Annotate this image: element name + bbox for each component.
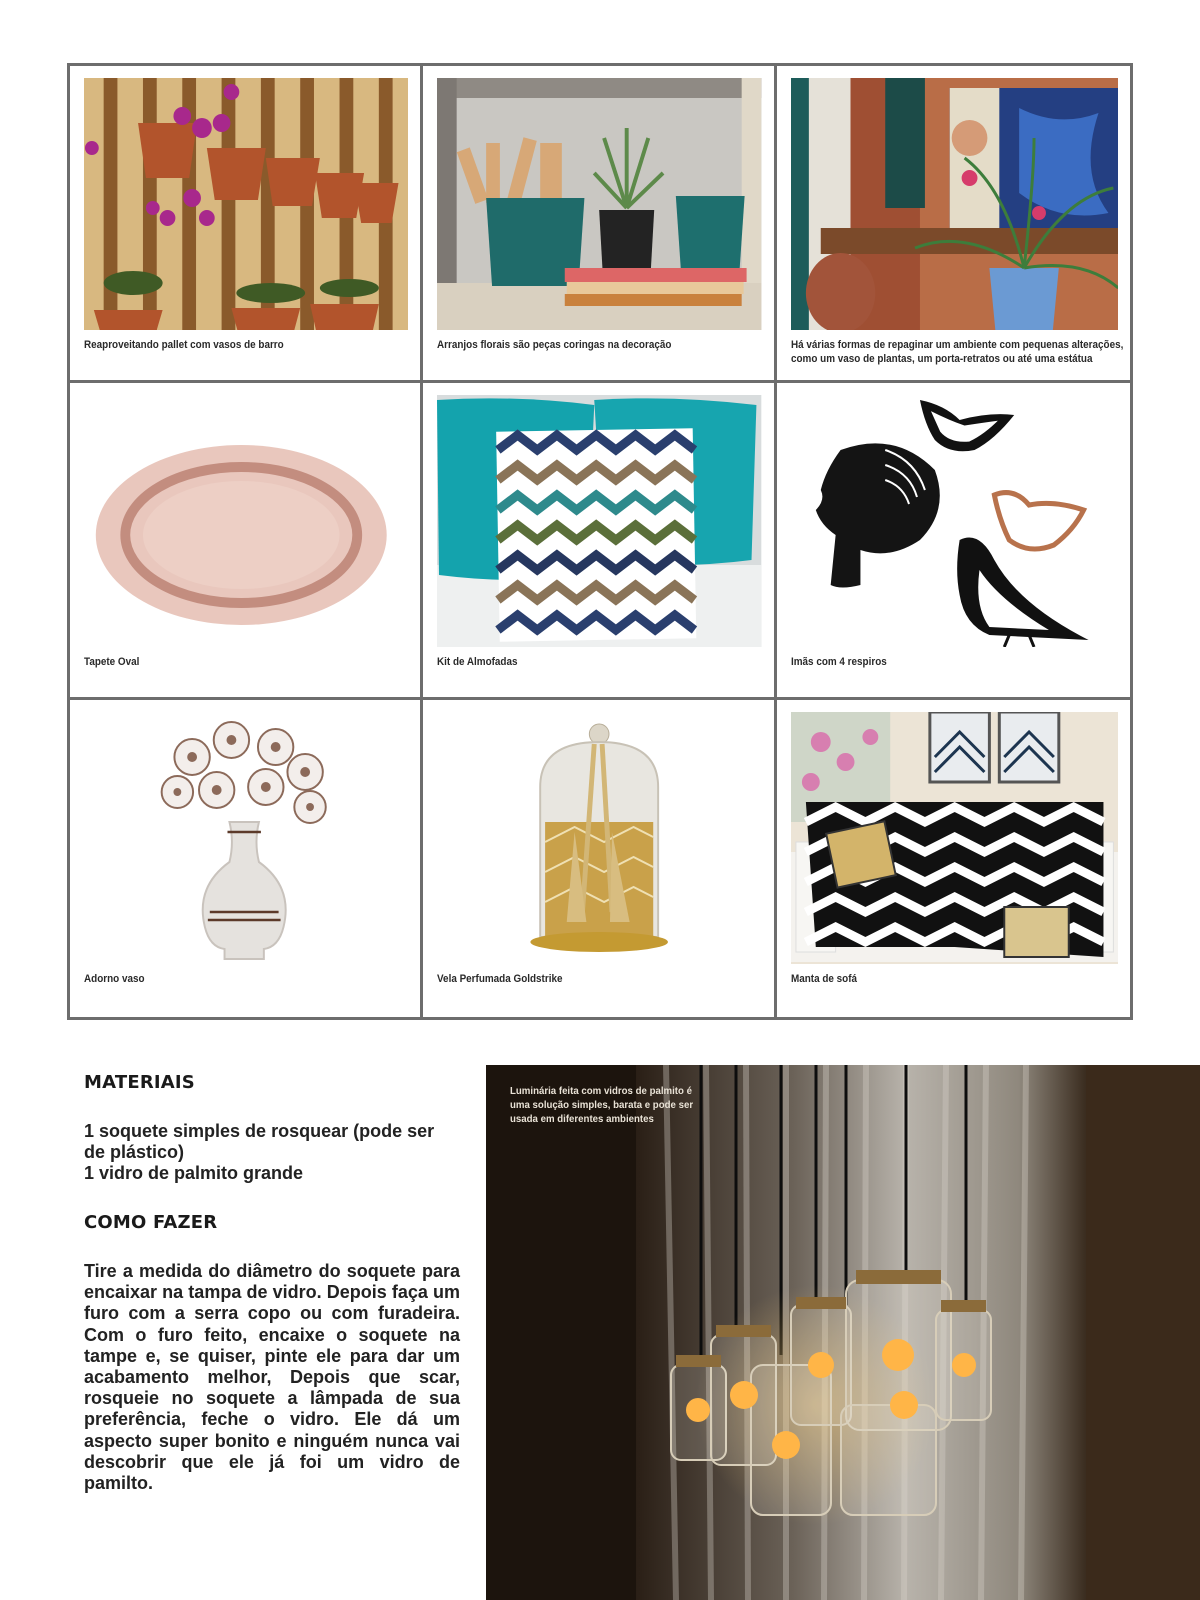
material-item-socket: 1 soquete simples de rosquear (pode ser de plástico) [84, 1121, 435, 1162]
materials-heading: MATERIAIS [84, 1072, 195, 1093]
shelf-arrangement-photo [437, 78, 761, 330]
howto-text: Tire a medida do diâmetro do soquete para encaixar na tampa de vidro. Depois faça um furo com a serra copo ou com furadeira. Com o furo feito, encaixe o soquete na tampe e, se quiser, pinte ele para dar um acabamento melhor, Depois que scar, rosqueie no soquete a lâmpada de sua preferência, feche o vidro. Ele dá um aspecto super bonito e ninguém nunca vai descobrir que ele já foi um vidro de pamilto. [84, 1261, 460, 1494]
sofa-throw-photo [791, 712, 1118, 964]
instructions-column [84, 1072, 460, 1494]
pendant-lamp-photo [486, 1065, 1200, 1600]
caption-tapete: Tapete Oval [84, 656, 140, 668]
lamp-photo-caption: Luminária feita com vidros de palmito é uma solução simples, barata e pode ser usada em diferentes ambientes [510, 1085, 694, 1125]
caption-imas: Imãs com 4 respiros [790, 656, 887, 668]
caption-adorno: Adorno vaso [84, 973, 145, 985]
grid-cell-manta [777, 700, 1130, 1017]
caption-arranjos: Arranjos florais são peças coringas na decoração [437, 339, 672, 351]
caption-repaginar: Há várias formas de repaginar um ambiente com pequenas alterações, como um vaso de plantas, um porta-retratos ou até uma estátua [790, 339, 1123, 365]
material-item-jar: 1 vidro de palmito grande [84, 1163, 304, 1183]
flower-vase-photo [84, 712, 408, 964]
caption-almofadas: Kit de Almofadas [437, 656, 518, 668]
grid-cell-adorno [70, 700, 423, 1017]
pallet-orchids-photo [84, 78, 408, 330]
grid-cell-imas [777, 383, 1130, 700]
pillows-photo [437, 395, 761, 647]
grid-cell-almofadas [423, 383, 776, 700]
grid-cell-tapete [70, 383, 423, 700]
howto-heading: COMO FAZER [84, 1212, 218, 1233]
room-plant-photo [791, 78, 1118, 330]
grid-cell-pallet [70, 66, 423, 383]
grid-cell-arranjos [423, 66, 776, 383]
grid-cell-vela [423, 700, 776, 1017]
magnets-photo [791, 395, 1118, 647]
caption-manta: Manta de sofá [790, 973, 857, 985]
product-grid [67, 63, 1133, 1020]
oval-rug-photo [84, 395, 408, 647]
caption-vela: Vela Perfumada Goldstrike [437, 973, 563, 985]
materials-list [84, 1121, 460, 1184]
grid-cell-repaginar [777, 66, 1130, 383]
caption-pallet: Reaproveitando pallet com vasos de barro [84, 339, 284, 351]
candle-photo [437, 712, 761, 964]
